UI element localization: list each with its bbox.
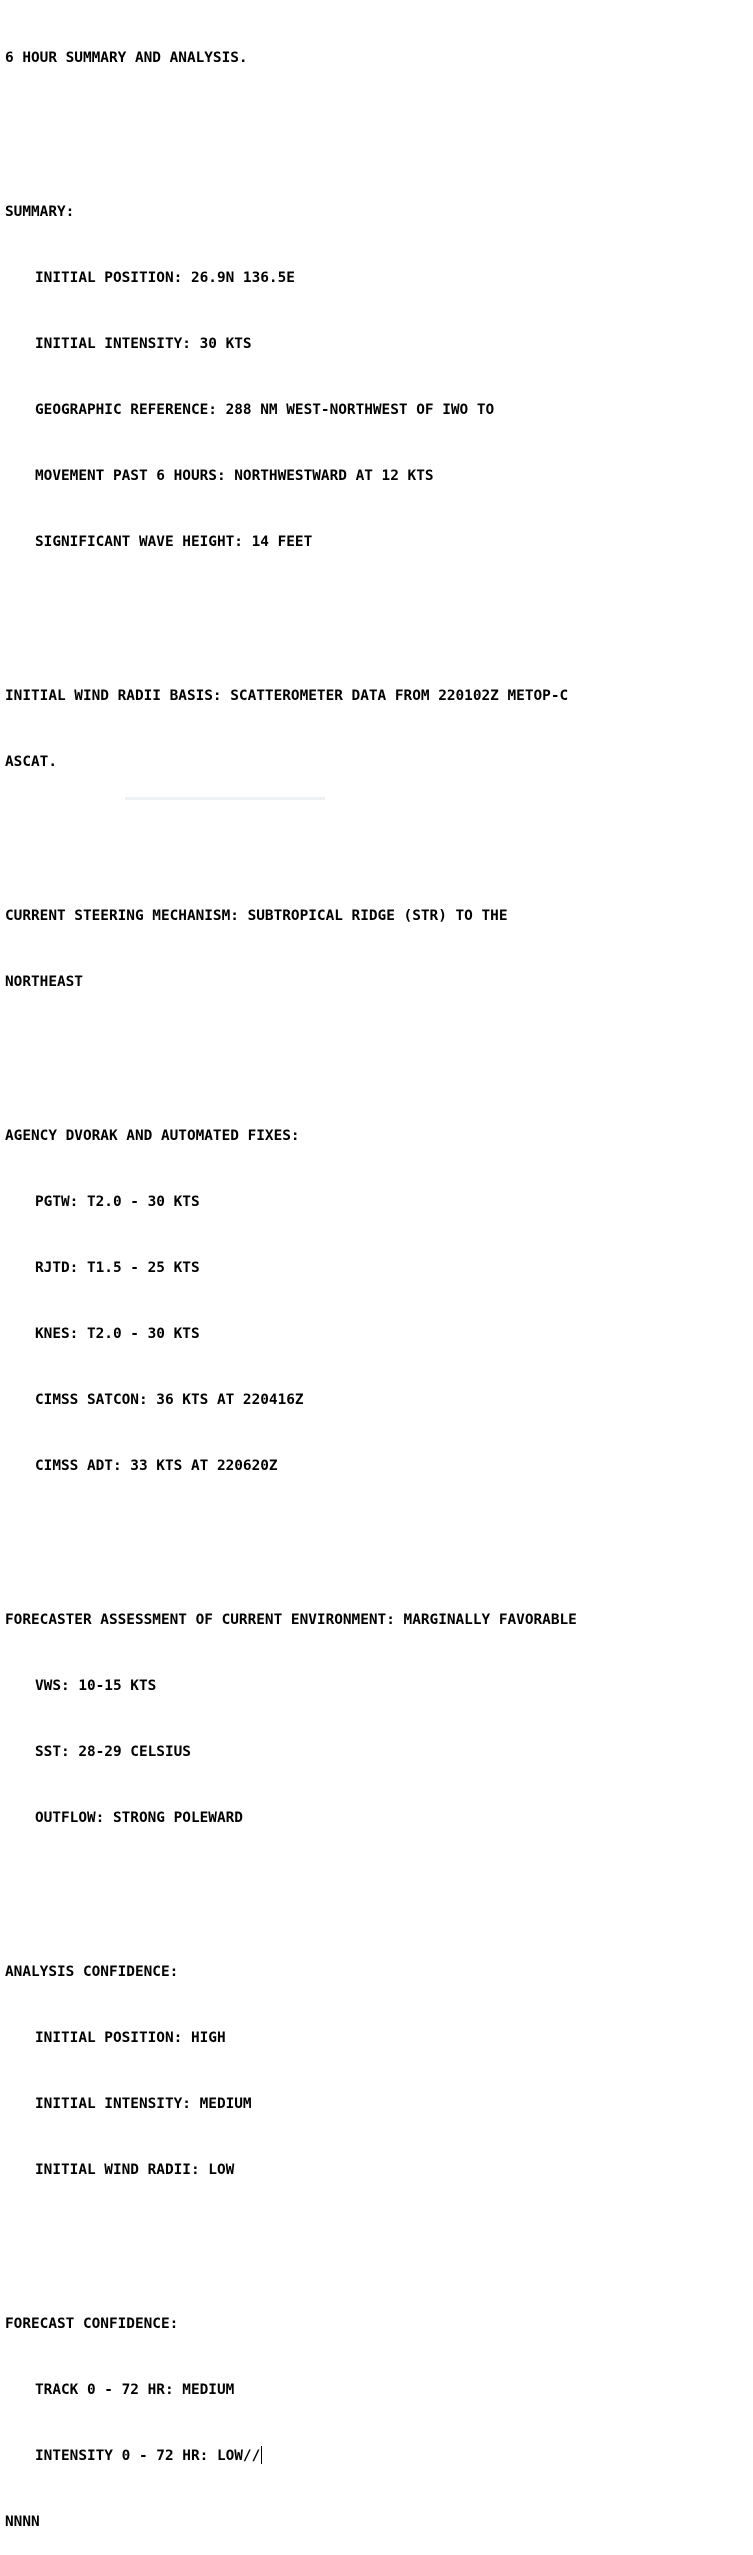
blank-line	[5, 1037, 577, 1059]
bottom-strip	[125, 797, 325, 800]
blank-line	[5, 1873, 577, 1895]
steering-line-2: NORTHEAST	[5, 974, 83, 990]
summary-initial-intensity: INITIAL INTENSITY: 30 KTS	[35, 336, 252, 352]
steering-line-1: CURRENT STEERING MECHANISM: SUBTROPICAL RIDGE (STR) TO THE	[5, 908, 508, 924]
dvorak-cimss-adt: CIMSS ADT: 33 KTS AT 220620Z	[35, 1458, 278, 1474]
document-header: 6 HOUR SUMMARY AND ANALYSIS.	[5, 50, 248, 66]
dvorak-knes: KNES: T2.0 - 30 KTS	[35, 1326, 200, 1342]
dvorak-cimss-satcon: CIMSS SATCON: 36 KTS AT 220416Z	[35, 1392, 304, 1408]
blank-line	[5, 817, 577, 839]
summary-geographic-reference: GEOGRAPHIC REFERENCE: 288 NM WEST-NORTHWEST OF IWO TO	[35, 402, 495, 418]
summary-movement: MOVEMENT PAST 6 HOURS: NORTHWESTWARD AT 12 KTS	[35, 468, 434, 484]
environment-outflow: OUTFLOW: STRONG POLEWARD	[35, 1810, 243, 1826]
analysis-confidence-position: INITIAL POSITION: HIGH	[35, 2030, 226, 2046]
text-document[interactable]	[5, 3, 577, 2555]
summary-initial-position: INITIAL POSITION: 26.9N 136.5E	[35, 270, 295, 286]
dvorak-rjtd: RJTD: T1.5 - 25 KTS	[35, 1260, 200, 1276]
blank-line	[5, 597, 577, 619]
text-cursor	[261, 2446, 262, 2464]
forecast-confidence-intensity: INTENSITY 0 - 72 HR: LOW//	[35, 2448, 261, 2464]
forecast-confidence-track: TRACK 0 - 72 HR: MEDIUM	[35, 2382, 235, 2398]
summary-heading: SUMMARY:	[5, 204, 75, 220]
dvorak-heading: AGENCY DVORAK AND AUTOMATED FIXES:	[5, 1128, 300, 1144]
wind-radii-line-1: INITIAL WIND RADII BASIS: SCATTEROMETER DATA FROM 220102Z METOP-C	[5, 688, 569, 704]
forecast-confidence-heading: FORECAST CONFIDENCE:	[5, 2316, 179, 2332]
environment-sst: SST: 28-29 CELSIUS	[35, 1744, 191, 1760]
blank-line	[5, 2225, 577, 2247]
blank-line	[5, 113, 577, 135]
summary-wave-height: SIGNIFICANT WAVE HEIGHT: 14 FEET	[35, 534, 313, 550]
dvorak-pgtw: PGTW: T2.0 - 30 KTS	[35, 1194, 200, 1210]
analysis-confidence-intensity: INITIAL INTENSITY: MEDIUM	[35, 2096, 252, 2112]
analysis-confidence-heading: ANALYSIS CONFIDENCE:	[5, 1964, 179, 1980]
document-footer: NNNN	[5, 2514, 40, 2530]
environment-heading: FORECASTER ASSESSMENT OF CURRENT ENVIRONMENT: MARGINALLY FAVORABLE	[5, 1612, 577, 1628]
blank-line	[5, 1521, 577, 1543]
wind-radii-line-2: ASCAT.	[5, 754, 57, 770]
analysis-confidence-wind-radii: INITIAL WIND RADII: LOW	[35, 2162, 235, 2178]
environment-vws: VWS: 10-15 KTS	[35, 1678, 157, 1694]
forecast-confidence-intensity-row	[5, 2445, 577, 2467]
